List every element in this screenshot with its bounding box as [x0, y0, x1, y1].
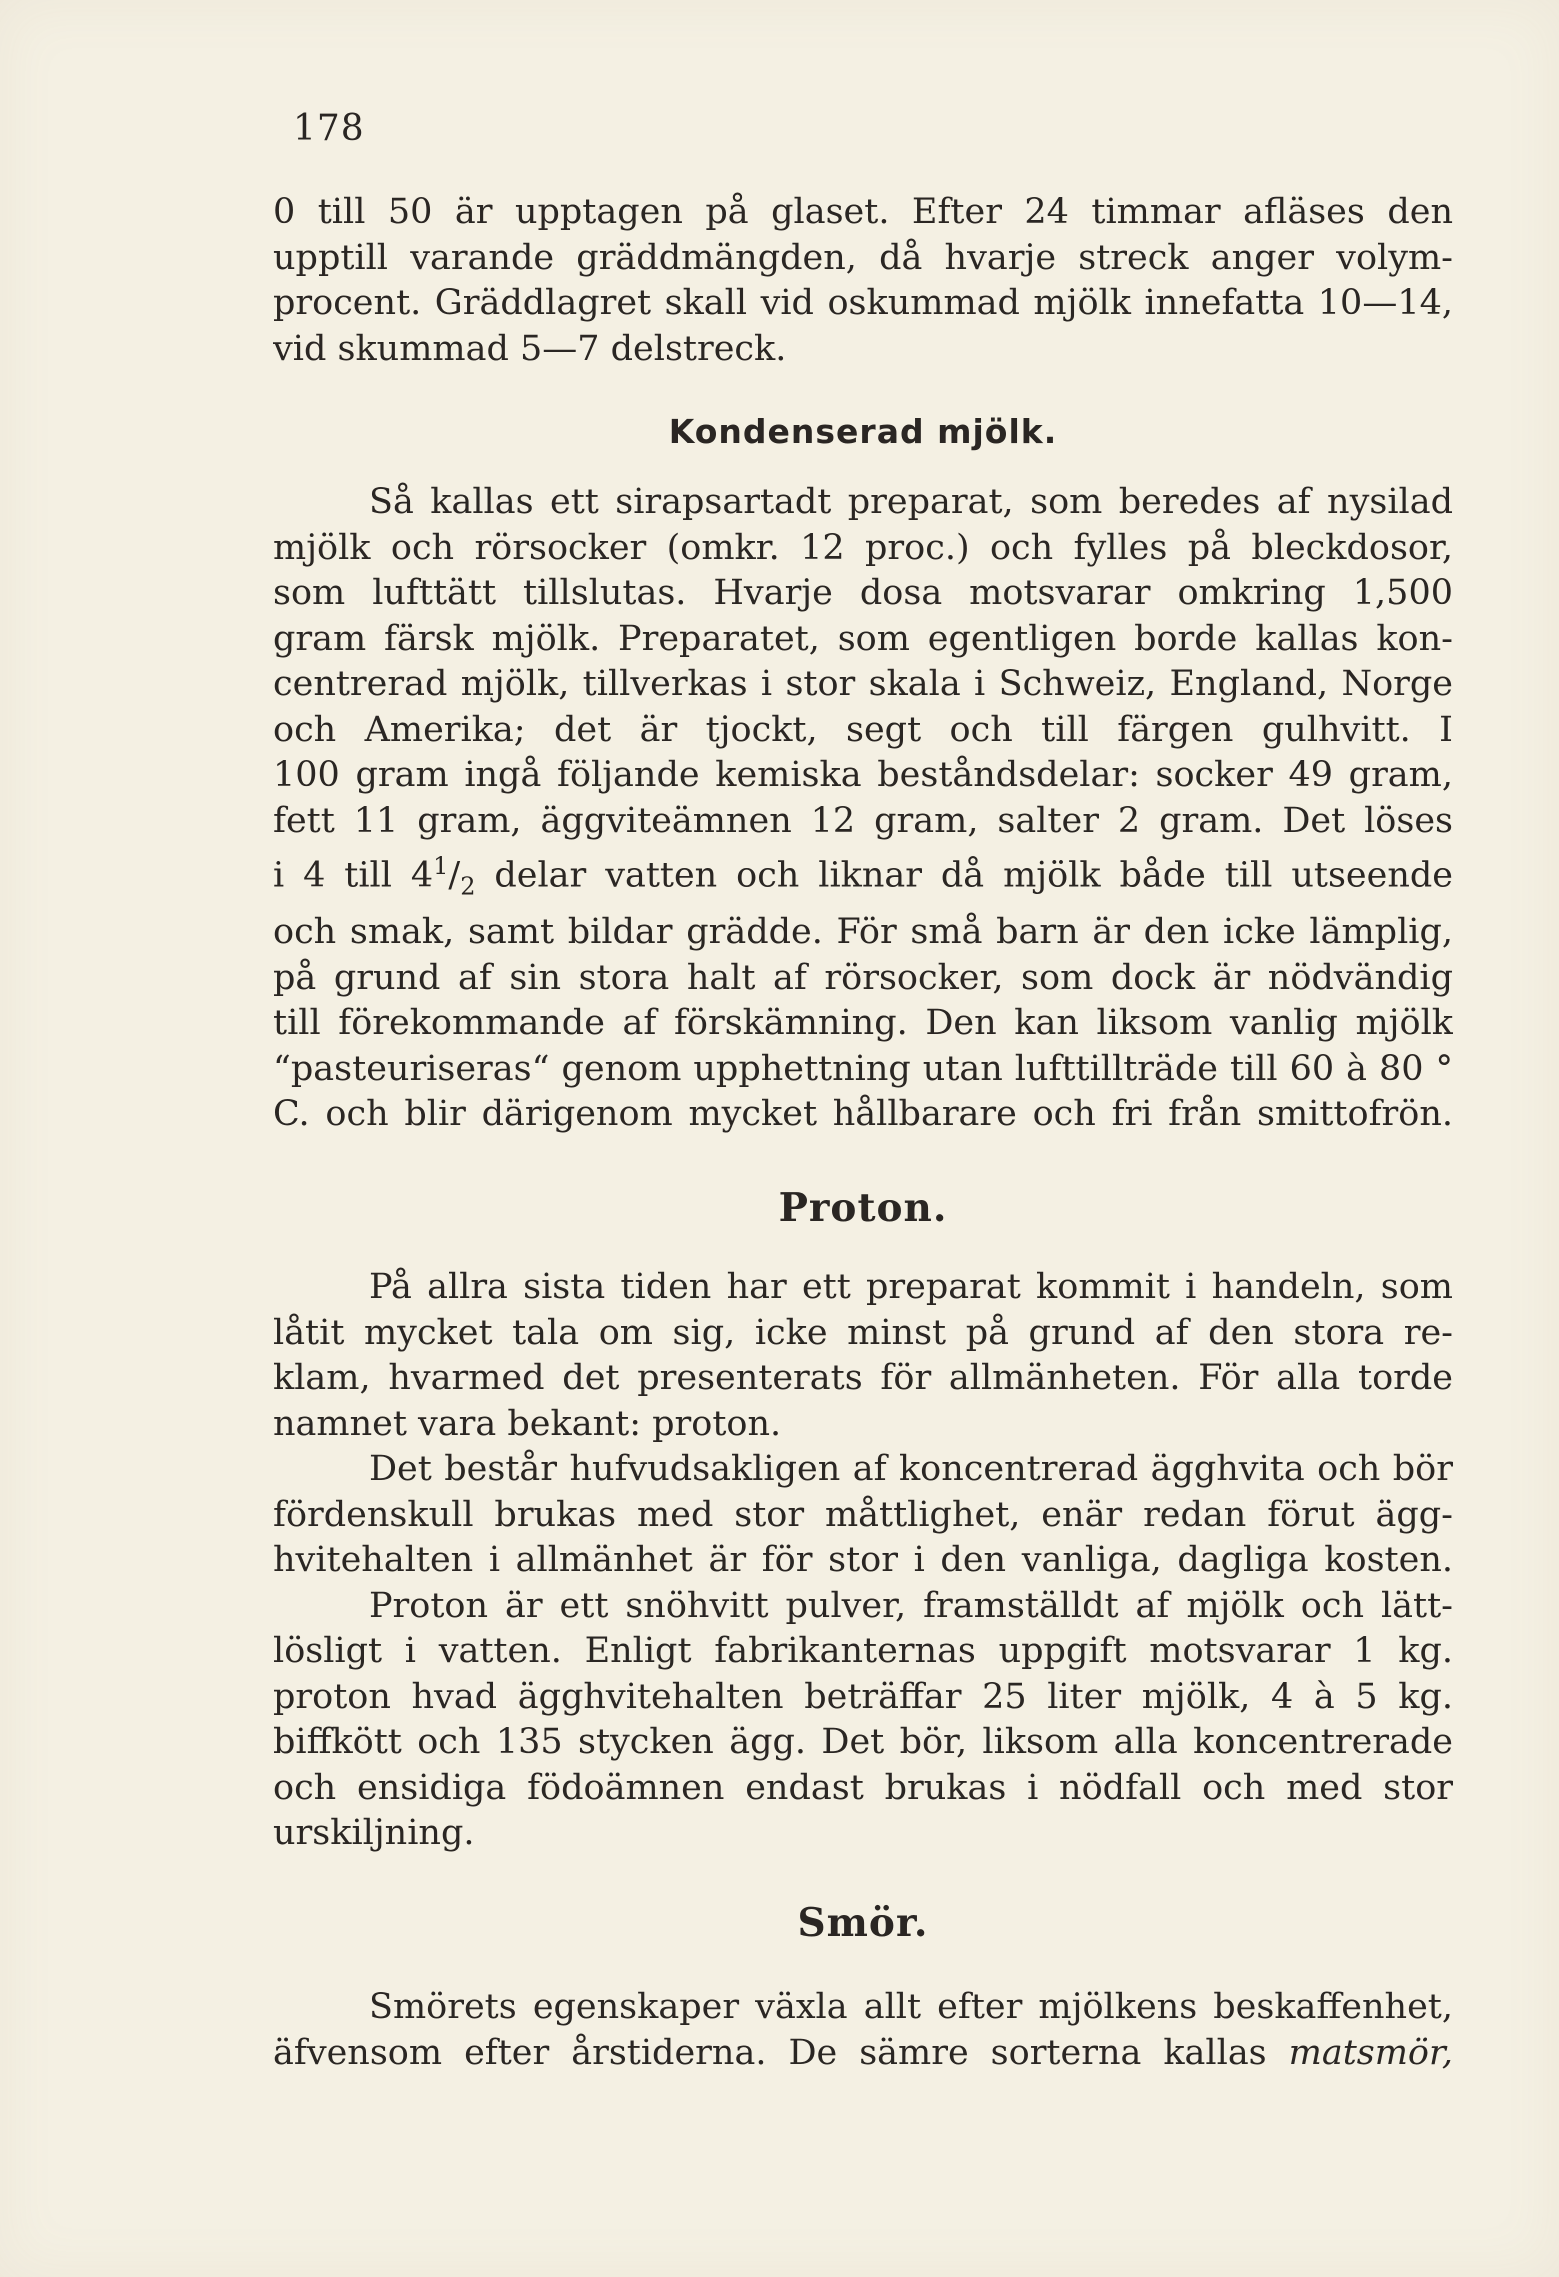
- fraction-denominator: 2: [460, 872, 476, 901]
- paragraph-cream-measurement: [273, 190, 1453, 372]
- text-line: till förekommande af förskämning. Den kan liksom vanlig mjölk: [273, 1003, 1453, 1044]
- fraction-numerator: 1: [433, 852, 449, 880]
- text-line: “pasteuriseras“ genom upphettning utan lufttillträde till 60 à 80 °: [273, 1048, 1453, 1089]
- text-line: [273, 2031, 1453, 2077]
- text-line: 100 gram ingå följande kemiska beståndsdelar: socker 49 gram,: [273, 755, 1453, 795]
- text-line: låtit mycket tala om sig, icke minst på grund af den stora re-: [273, 1312, 1453, 1353]
- text-line: vid skummad 5—7 delstreck.: [273, 328, 787, 369]
- paragraph-butter: [273, 1985, 1453, 2076]
- text-line: centrerad mjölk, tillverkas i stor skala i Schweiz, England, Norge: [273, 664, 1453, 704]
- text-line: Så kallas ett sirapsartadt preparat, som beredes af nysilad: [369, 482, 1453, 522]
- text-line-fraction: [273, 844, 1453, 910]
- text-line: proton hvad ägghvitehalten beträffar 25 liter mjölk, 4 à 5 kg.: [273, 1676, 1453, 1717]
- text-line: på grund af sin stora halt af rörsocker, som dock är nödvändig: [273, 957, 1453, 998]
- text-segment: äfvensom efter årstiderna. De sämre sorterna kallas: [273, 2032, 1289, 2073]
- text-line: lösligt i vatten. Enligt fabrikanternas uppgift motsvarar 1 kg.: [273, 1631, 1453, 1671]
- page-number: 178: [293, 108, 365, 149]
- text-line: mjölk och rörsocker (omkr. 12 proc.) och fylles på bleckdosor,: [273, 527, 1453, 568]
- text-line: Det består hufvudsakligen af koncentrerad ägghvita och bör: [369, 1449, 1453, 1489]
- text-line: Smörets egenskaper växla allt efter mjölkens beskaffenhet,: [369, 1987, 1453, 2027]
- section-heading-proton: Proton.: [778, 1185, 948, 1231]
- text-line: namnet vara bekant: proton.: [273, 1403, 782, 1444]
- fraction-prefix: i 4 till 4: [273, 855, 434, 896]
- text-line: och ensidiga födoämnen endast brukas i nödfall och med stor: [273, 1767, 1453, 1808]
- text-line: urskiljning.: [273, 1813, 475, 1853]
- text-line: procent. Gräddlagret skall vid oskummad mjölk innefatta 10—14,: [273, 283, 1453, 323]
- section-heading-butter: Smör.: [797, 1900, 929, 1946]
- section-heading-condensed-milk: Kondenserad mjölk.: [668, 412, 1058, 451]
- text-line: och Amerika; det är tjockt, segt och till färgen gulhvitt. I: [273, 709, 1453, 750]
- text-line: På allra sista tiden har ett preparat kommit i handeln, som: [369, 1267, 1453, 1307]
- paragraph-proton: [273, 1265, 1453, 1857]
- text-line: C. och blir därigenom mycket hållbarare och fri från smittofrön.: [273, 1094, 1453, 1135]
- text-line: 0 till 50 är upptagen på glaset. Efter 24 timmar afläses den: [273, 192, 1453, 232]
- text-line: som lufttätt tillslutas. Hvarje dosa motsvarar omkring 1,500: [273, 573, 1453, 613]
- text-line: fördenskull brukas med stor måttlighet, enär redan förut ägg-: [273, 1494, 1453, 1535]
- fraction-suffix: delar vatten och liknar då mjölk både till utseende: [475, 855, 1453, 896]
- text-line: fett 11 gram, äggviteämnen 12 gram, salter 2 gram. Det löses: [273, 800, 1453, 841]
- text-line: och smak, samt bildar grädde. För små barn är den icke lämplig,: [273, 912, 1453, 953]
- paragraph-condensed-milk: [273, 480, 1453, 1138]
- text-line: upptill varande gräddmängden, då hvarje streck anger volym-: [273, 237, 1453, 278]
- text-line: biffkött och 135 stycken ägg. Det bör, liksom alla koncentrerade: [273, 1722, 1453, 1762]
- text-line: hvitehalten i allmänhet är för stor i den vanliga, dagliga kosten.: [273, 1540, 1453, 1580]
- text-line: gram färsk mjölk. Preparatet, som egentligen borde kallas kon-: [273, 618, 1453, 659]
- text-line: Proton är ett snöhvitt pulver, framställdt af mjölk och lätt-: [369, 1585, 1453, 1626]
- text-line: klam, hvarmed det presenterats för allmänheten. För alla torde: [273, 1358, 1453, 1398]
- italic-term: matsmör,: [1288, 2032, 1453, 2073]
- fraction-slash: /: [448, 855, 461, 896]
